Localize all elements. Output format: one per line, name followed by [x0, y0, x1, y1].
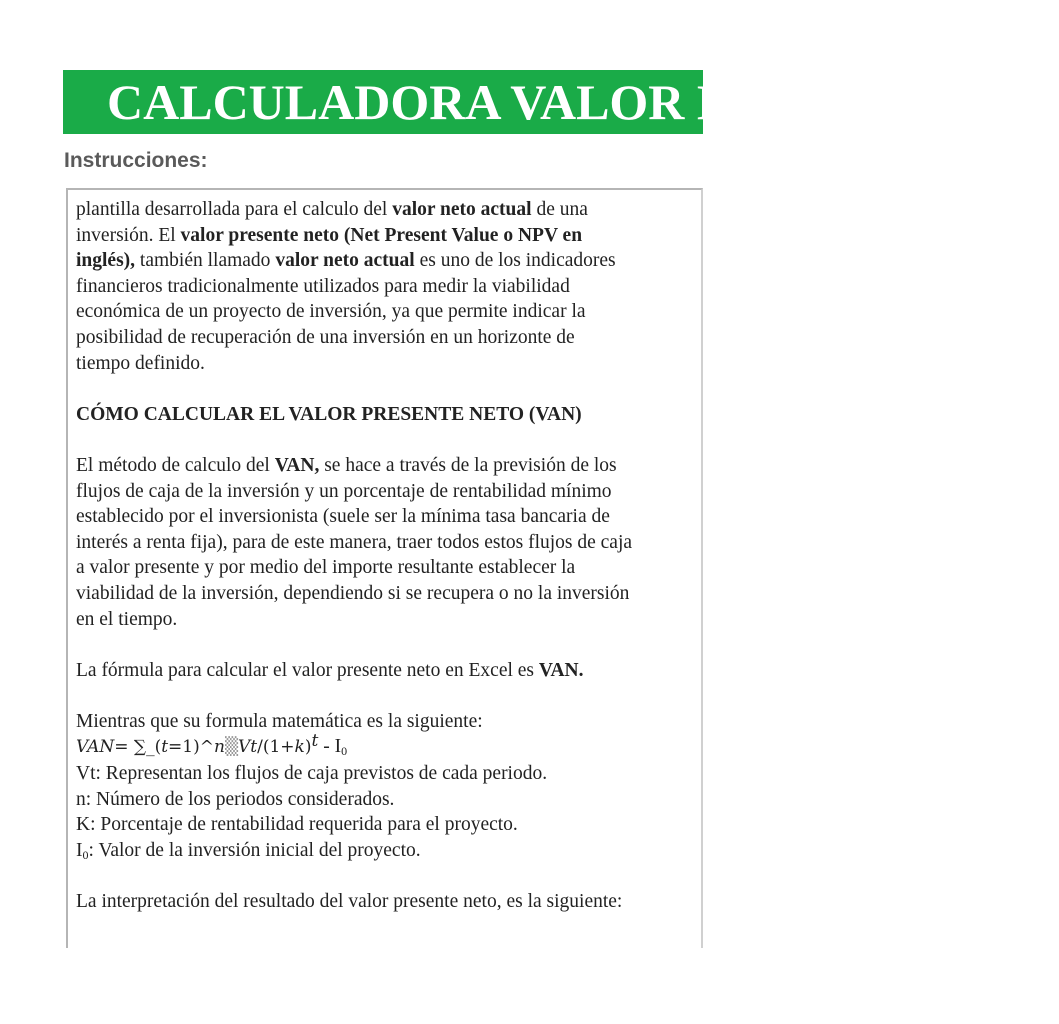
- instructions-text: [76, 197, 716, 915]
- text-line: a valor presente y por medio del importe resultante establecer la: [76, 557, 576, 579]
- title-banner: [63, 70, 1059, 134]
- text-line: n: Número de los periodos considerados.: [76, 788, 395, 810]
- instructions-text-box: [66, 188, 703, 948]
- text-line: interés a renta fija), para de este manera, traer todos estos flujos de caja: [76, 531, 633, 553]
- text-line: posibilidad de recuperación de una inversión en un horizonte de: [76, 326, 575, 348]
- text-line: tiempo definido.: [76, 352, 205, 374]
- section-heading: CÓMO CALCULAR EL VALOR PRESENTE NETO (VAN): [76, 403, 582, 425]
- text-line: establecido por el inversionista (suele ser la mínima tasa bancaria de: [76, 506, 610, 528]
- text-line: La fórmula para calcular el valor presente neto en Excel es VAN.: [76, 659, 584, 681]
- text-line: viabilidad de la inversión, dependiendo si se recupera o no la inversión: [76, 582, 630, 604]
- page-title: CALCULADORA VALOR NETO ACTUAL: [107, 74, 1059, 130]
- text-line: El método de calculo del VAN, se hace a través de la previsión de los: [76, 454, 617, 476]
- text-line: Mientras que su formula matemática es la siguiente:: [76, 710, 483, 732]
- text-line: en el tiempo.: [76, 608, 178, 630]
- text-line: financieros tradicionalmente utilizados para medir la viabilidad: [76, 275, 570, 297]
- text-line: $I_0$: Valor de la inversión inicial del proyecto.: [76, 839, 421, 862]
- text-line: inglés), también llamado valor neto actual es uno de los indicadores: [76, 250, 616, 272]
- text-line: La interpretación del resultado del valor presente neto, es la siguiente:: [76, 891, 623, 913]
- text-line: inversión. El valor presente neto (Net Present Value o NPV en: [76, 224, 583, 246]
- text-line: Vt: Representan los flujos de caja previstos de cada periodo.: [76, 763, 548, 785]
- text-line: K: Porcentaje de rentabilidad requerida para el proyecto.: [76, 814, 518, 836]
- text-line: económica de un proyecto de inversión, ya que permite indicar la: [76, 301, 586, 323]
- text-line: flujos de caja de la inversión y un porcentaje de rentabilidad mínimo: [76, 480, 612, 502]
- instructions-heading: Instrucciones:: [64, 149, 208, 172]
- formula: $VAN= \sum\_(t=1)\^{}n▒Vt/(1+k)^t - I_0$: [76, 731, 348, 759]
- text-line: plantilla desarrollada para el calculo del valor neto actual de una: [76, 199, 588, 220]
